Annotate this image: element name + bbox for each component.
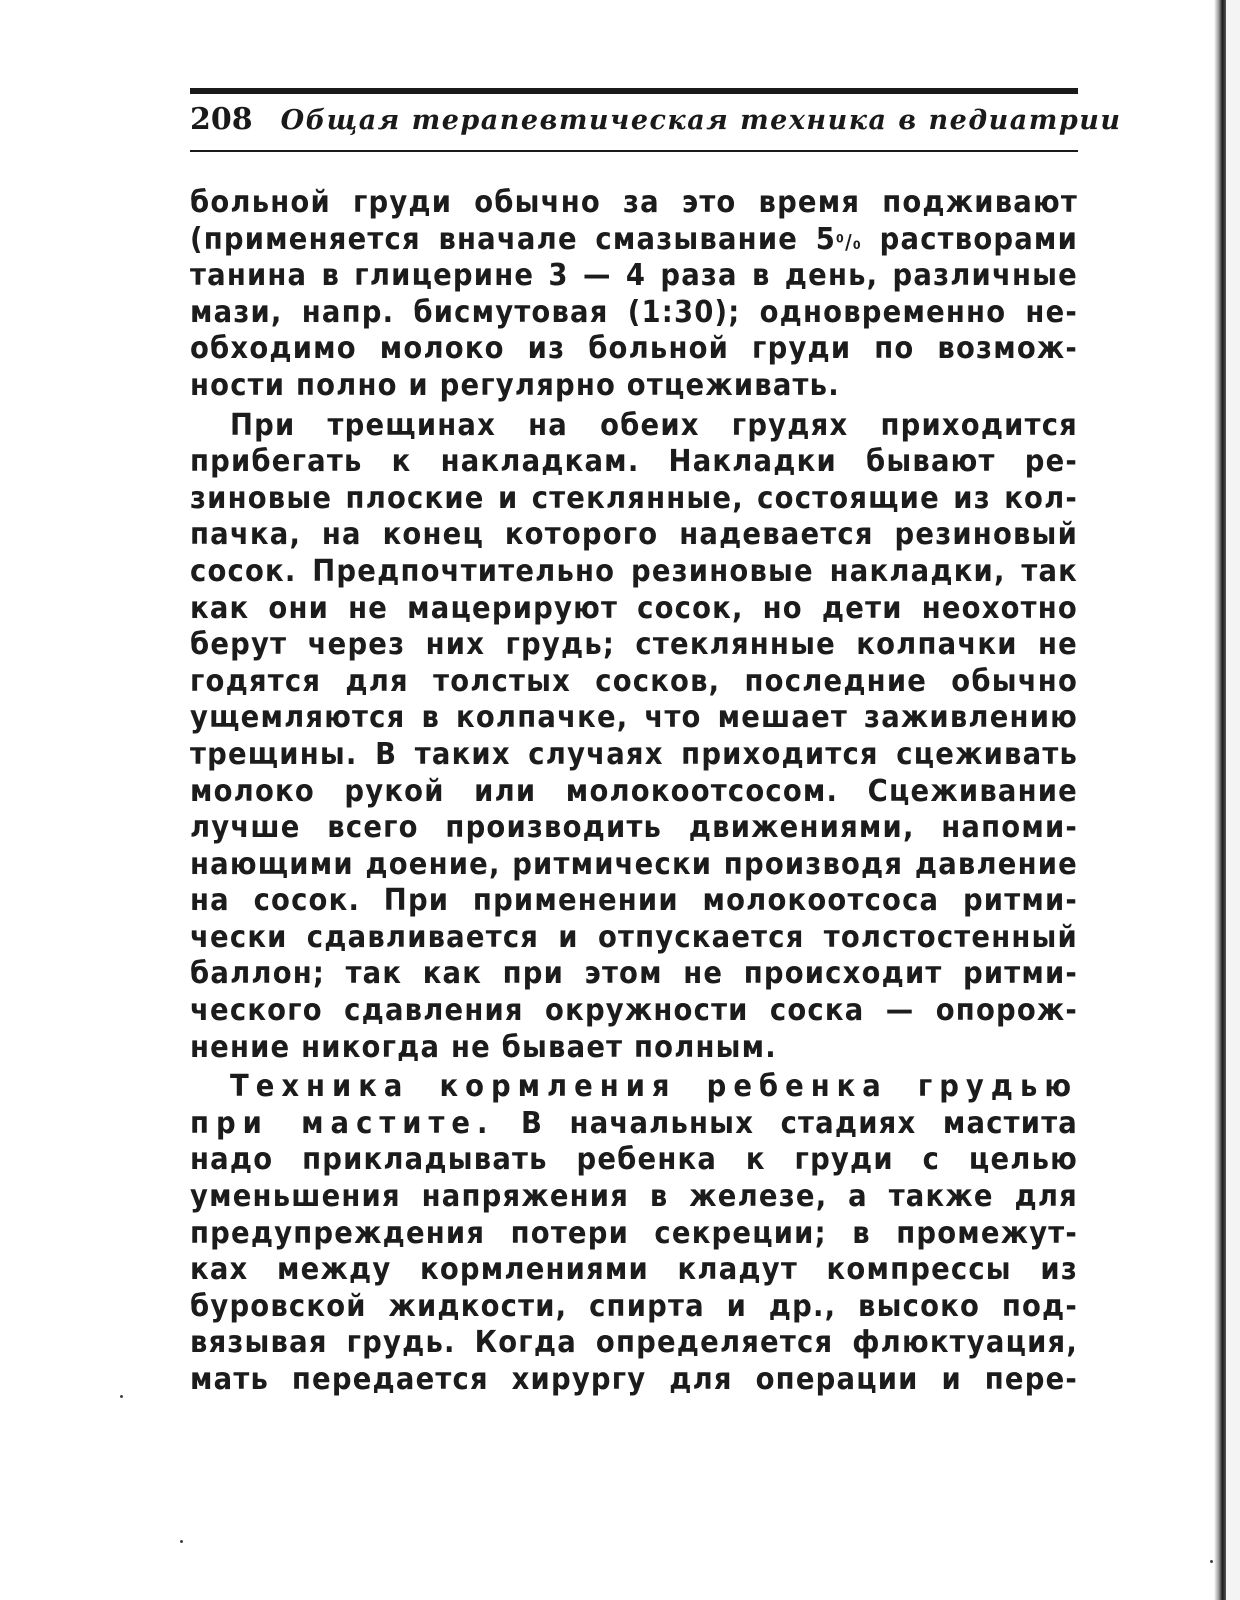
text-line: трещины. В таких случаях приходится сцеживать <box>190 736 1078 772</box>
text-line: ущемляются в колпачке, что мешает заживлению <box>190 700 1078 736</box>
text-line: предупреждения потери секреции; в промежут- <box>190 1215 1078 1251</box>
text-line: ках между кормлениями кладут компрессы из <box>190 1252 1078 1288</box>
header-top-rule <box>190 88 1078 94</box>
scan-speck <box>120 1395 123 1398</box>
text-line: пачка, на конец которого надевается резиновый <box>190 517 1078 553</box>
text-line: вязывая грудь. Когда определяется флюктуация, <box>190 1325 1078 1361</box>
text-line: буровской жидкости, спирта и др., высоко под- <box>190 1288 1078 1324</box>
text-line <box>190 1106 1078 1143</box>
text-line: зиновые плоские и стеклянные, состоящие из кол- <box>190 480 1078 516</box>
text-fragment: (применяется вначале смазывание 5 <box>190 221 837 257</box>
header-bottom-rule <box>190 150 1078 152</box>
text-line: сосок. Предпочтительно резиновые накладки, так <box>190 553 1078 589</box>
running-header <box>190 88 1122 152</box>
header-row <box>190 102 1122 146</box>
text-fragment: В начальных стадиях мастита <box>520 1105 1078 1141</box>
text-line: на сосок. При применении молокоотсоса ритми- <box>190 883 1078 919</box>
text-line: надо прикладывать ребенка к груди с целью <box>190 1142 1078 1178</box>
text-line: годятся для толстых сосков, последние обычно <box>190 663 1078 699</box>
text-line: лучше всего производить движениями, напоми- <box>190 810 1078 846</box>
text-line: мать передается хирургу для операции и пере- <box>190 1362 1078 1397</box>
text-line: молоко рукой или молокоотсосом. Сцеживание <box>190 773 1078 809</box>
body-text <box>190 185 1078 1399</box>
text-line: чески сдавливается и отпускается толстостенный <box>190 919 1078 955</box>
text-line: уменьшения напряжения в железе, а также для <box>190 1179 1078 1215</box>
book-binding-shadow <box>1214 0 1226 1600</box>
text-line: танина в глицерине 3 — 4 раза в день, различные <box>190 258 1078 294</box>
text-line: как они не мацерируют сосок, но дети неохотно <box>190 590 1078 626</box>
text-line <box>190 222 1078 259</box>
page-edge <box>1226 0 1240 1600</box>
section-heading-line: Техника кормления ребенка грудью <box>230 1069 1078 1105</box>
text-line: берут через них грудь; стеклянные колпачки не <box>190 627 1078 663</box>
text-fragment: растворами <box>879 221 1078 257</box>
scan-speck <box>180 1540 183 1543</box>
text-line: нающими доение, ритмически производя давление <box>190 846 1078 882</box>
text-line: При трещинах на обеих грудях приходится <box>230 407 1078 443</box>
section-heading-fragment: при мастите. <box>190 1105 495 1141</box>
text-line: нение никогда не бывает полным. <box>190 1029 777 1065</box>
text-line: баллон; так как при этом не происходит ритми- <box>190 956 1078 992</box>
scan-speck <box>1210 1560 1213 1563</box>
text-line: обходимо молоко из больной груди по возмож- <box>190 331 1078 367</box>
text-line: мази, напр. бисмутовая (1:30); одновременно не- <box>190 294 1078 330</box>
page-number: 208 <box>190 102 253 137</box>
running-title: Общая терапевтическая техника в педиатрии <box>280 105 1122 136</box>
text-line: прибегать к накладкам. Накладки бывают ре- <box>190 444 1078 480</box>
text-line: ности полно и регулярно отцеживать. <box>190 367 840 403</box>
text-line: больной груди обычно за это время подживают <box>190 185 1078 220</box>
percent-sign: ⁰/₀ <box>836 229 862 254</box>
text-line: ческого сдавления окружности соска — опорож- <box>190 993 1078 1029</box>
